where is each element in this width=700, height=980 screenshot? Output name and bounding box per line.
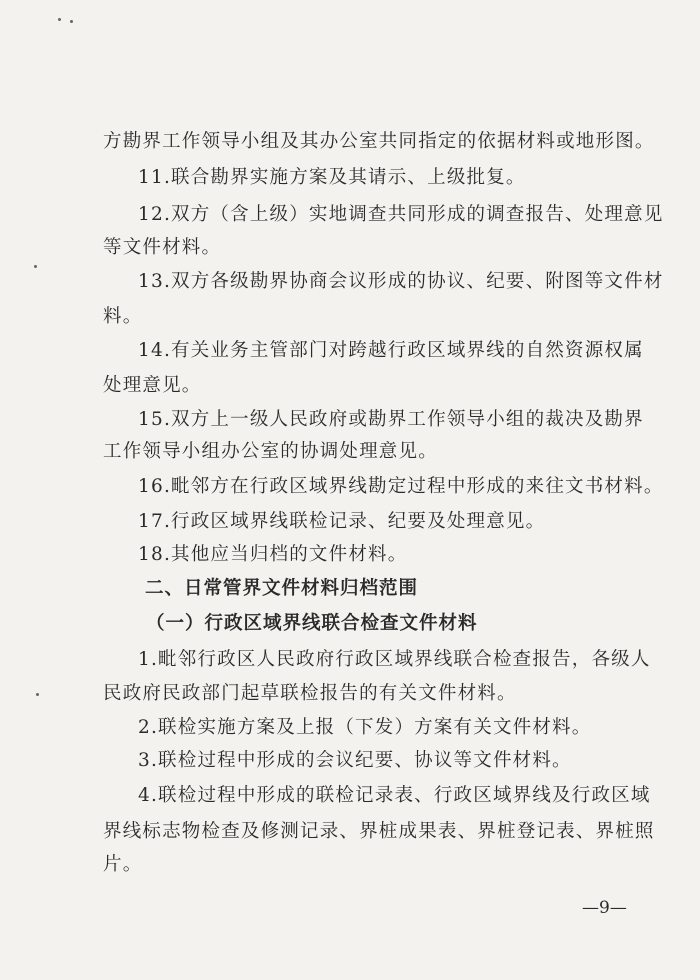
list-item-15-continued: 工作领导小组办公室的协调处理意见。 bbox=[103, 441, 438, 462]
list-item-15: 15.双方上一级人民政府或勘界工作领导小组的裁决及勘界 bbox=[138, 409, 644, 430]
list-item-3: 3.联检过程中形成的会议纪要、协议等文件材料。 bbox=[138, 750, 572, 771]
scan-speck bbox=[36, 693, 39, 696]
list-item-4-continued-end: 片。 bbox=[103, 854, 143, 875]
list-item-12-continued: 等文件材料。 bbox=[103, 237, 222, 258]
scan-speck bbox=[70, 20, 73, 23]
list-item-1: 1.毗邻行政区人民政府行政区域界线联合检查报告，各级人 bbox=[138, 649, 651, 670]
subsection-heading: （一）行政区域界线联合检查文件材料 bbox=[146, 613, 478, 634]
list-item-2: 2.联检实施方案及上报（下发）方案有关文件材料。 bbox=[138, 717, 592, 738]
list-item-14: 14.有关业务主管部门对跨越行政区域界线的自然资源权属 bbox=[138, 340, 644, 361]
page-number: —9— bbox=[582, 898, 627, 918]
section-heading: 二、日常管界文件材料归档范围 bbox=[145, 578, 419, 599]
list-item-18: 18.其他应当归档的文件材料。 bbox=[138, 544, 408, 565]
body-line: 方勘界工作领导小组及其办公室共同指定的依据材料或地形图。 bbox=[103, 131, 655, 152]
scan-speck bbox=[34, 265, 37, 268]
list-item-13: 13.双方各级勘界协商会议形成的协议、纪要、附图等文件材 bbox=[138, 271, 664, 292]
list-item-4: 4.联检过程中形成的联检记录表、行政区域界线及行政区域 bbox=[138, 785, 651, 806]
scan-speck bbox=[58, 18, 61, 21]
list-item-13-continued: 料。 bbox=[103, 306, 143, 327]
list-item-12: 12.双方（含上级）实地调查共同形成的调查报告、处理意见 bbox=[138, 204, 664, 225]
list-item-1-continued: 民政府民政部门起草联检报告的有关文件材料。 bbox=[103, 683, 517, 704]
list-item-4-continued: 界线标志物检查及修测记录、界桩成果表、界桩登记表、界桩照 bbox=[103, 821, 655, 842]
list-item-17: 17.行政区域界线联检记录、纪要及处理意见。 bbox=[138, 511, 546, 532]
list-item-11: 11.联合勘界实施方案及其请示、上级批复。 bbox=[138, 167, 526, 188]
list-item-16: 16.毗邻方在行政区域界线勘定过程中形成的来往文书材料。 bbox=[138, 476, 664, 497]
list-item-14-continued: 处理意见。 bbox=[103, 375, 202, 396]
